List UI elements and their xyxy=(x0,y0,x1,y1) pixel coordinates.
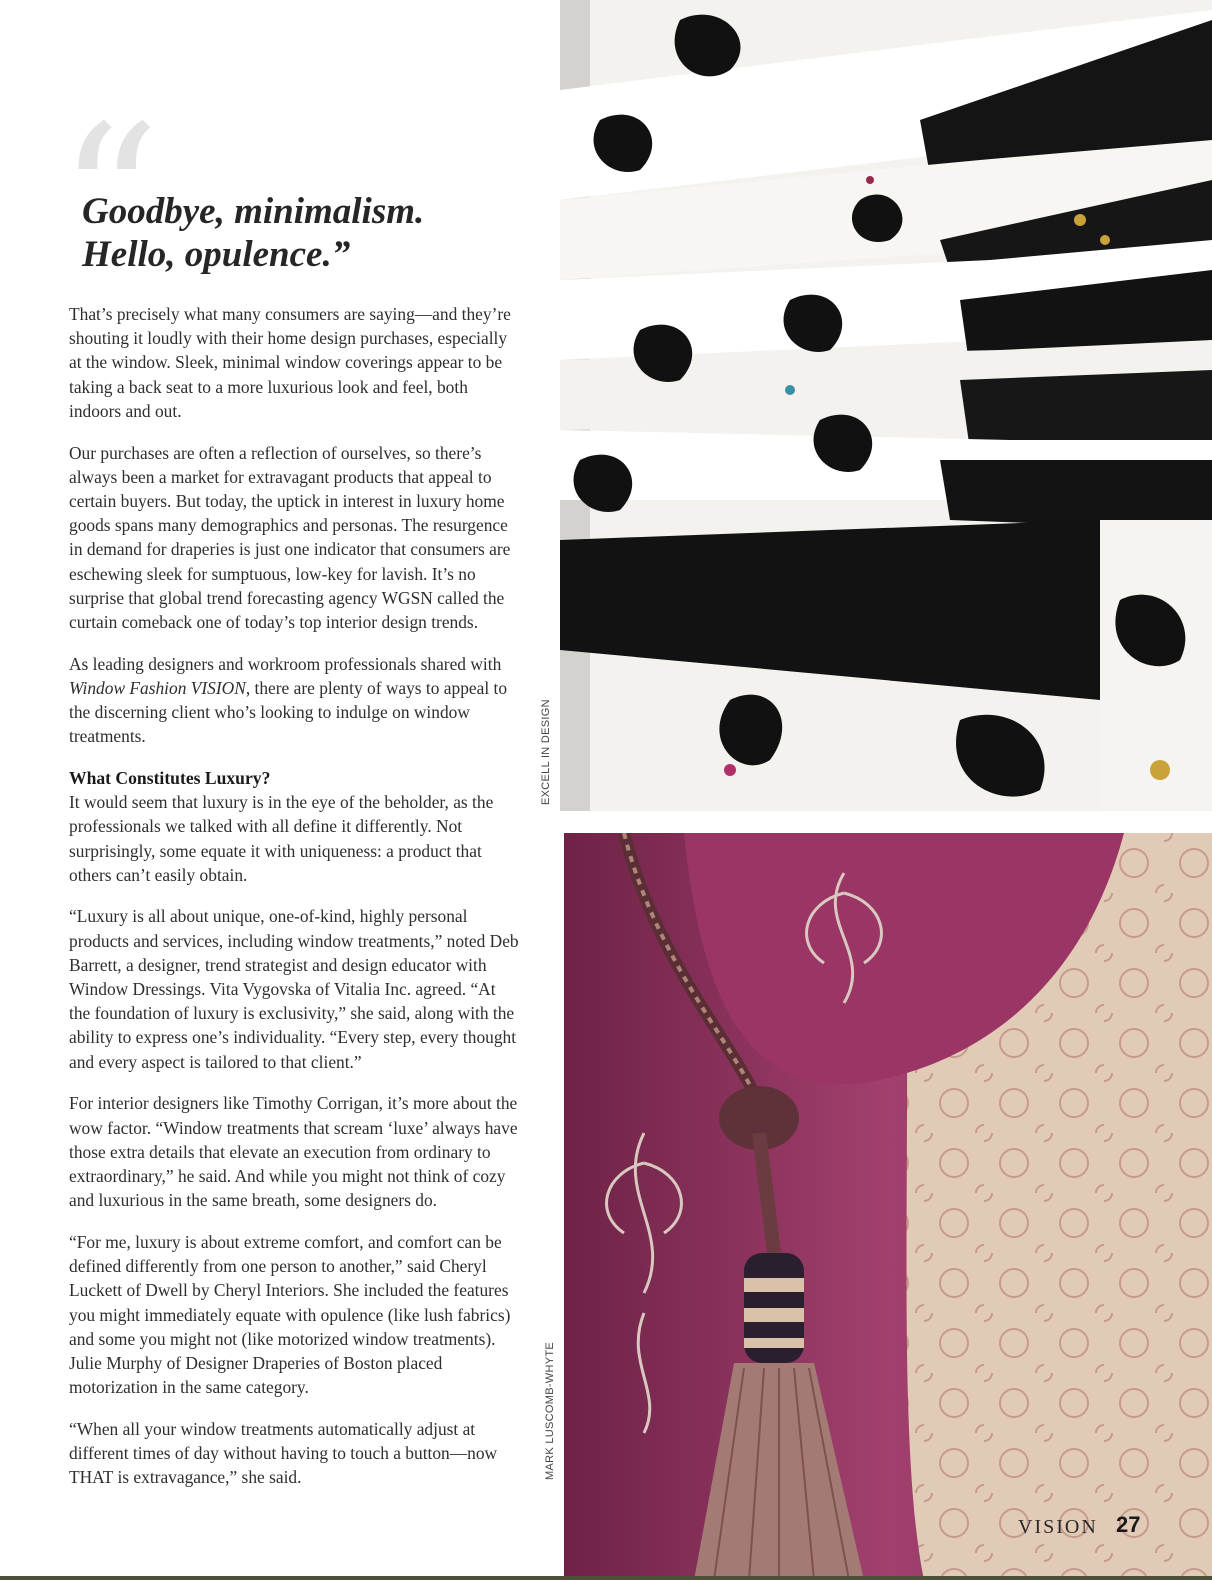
paragraph-4: It would seem that luxury is in the eye of the beholder, as the professionals we talked with all define it differently. Not surprisingly, some equate it with uniqueness: a product that others can’t easily obtain. xyxy=(69,792,494,885)
pull-quote-line-2: Hello, opulence.” xyxy=(82,234,351,275)
photo-credit-bottom: MARK LUSCOMB-WHYTE xyxy=(544,1341,556,1480)
photo-credit-top: EXCELL IN DESIGN xyxy=(540,699,552,805)
paragraph-3-lead: As leading designers and workroom professionals shared with xyxy=(69,653,502,674)
paragraph-3-rest: , there are plenty of ways to appeal to the discerning client who’s looking to indulge on window treatments. xyxy=(69,677,508,747)
article-body xyxy=(69,302,521,1507)
decorative-quote-mark: “ xyxy=(58,83,161,316)
roman-shade-photo xyxy=(560,0,1212,811)
paragraph-3 xyxy=(69,652,521,749)
paragraph-1: That’s precisely what many consumers are saying—and they’re shouting it loudly with their home design purchases, especially at the window. Sleek, minimal window coverings appear to be taking a back seat to a more luxurious look and feel, both indoors and out. xyxy=(69,304,511,421)
paragraph-6: For interior designers like Timothy Corrigan, it’s more about the wow factor. “Window treatments that scream ‘luxe’ always have those extra details that elevate an execution from ordinary to extraordinary,” he said. And while you might not think of cozy and luxurious in the same breath, some designers do. xyxy=(69,1093,518,1211)
roman-shade-illustration xyxy=(560,0,1212,811)
page-number: 27 xyxy=(1116,1512,1141,1537)
paragraph-8: “When all your window treatments automatically adjust at different times of day without having to touch a button—now THAT is extravagance,” she said. xyxy=(69,1418,498,1488)
paragraph-5: “Luxury is all about unique, one-of-kind, highly personal products and services, including window treatments,” noted Deb Barrett, a designer, trend strategist and design educator with Window Dressings. Vita Vygovska of Vitalia Inc. agreed. “At the foundation of luxury is exclusivity,” she said, along with the ability to express one’s individuality. “Every step, every thought and every aspect is tailored to that client.” xyxy=(69,906,519,1072)
paragraph-7: “For me, luxury is about extreme comfort, and comfort can be defined differently from one person to another,” said Cheryl Luckett of Dwell by Cheryl Interiors. She included the features you might immediately equate with opulence (like lush fabrics) and some you might not (like motorized window treatments). Julie Murphy of Designer Draperies of Boston placed motorization in the same category. xyxy=(69,1231,511,1398)
paragraph-2: Our purchases are often a reflection of ourselves, so there’s always been a market for extravagant products that appeal to certain buyers. But today, the uptick in interest in luxury home goods spans many demographics and personas. The resurgence in demand for draperies is just one indicator that consumers are eschewing sleek for sumptuous, low-key for lavish. It’s no surprise that global trend forecasting agency WGSN called the curtain comeback one of today’s top interior design trends. xyxy=(69,442,511,632)
drapery-tassel-photo xyxy=(564,833,1212,1580)
magazine-name: VISION xyxy=(1018,1516,1098,1538)
pull-quote-line-1: Goodbye, minimalism. xyxy=(82,191,425,232)
magazine-title-italic: Window Fashion VISION xyxy=(69,677,246,698)
section-heading: What Constitutes Luxury? xyxy=(69,767,271,788)
bottom-rule xyxy=(0,1576,1212,1580)
drapery-illustration xyxy=(564,833,1212,1580)
pull-quote xyxy=(82,190,522,276)
